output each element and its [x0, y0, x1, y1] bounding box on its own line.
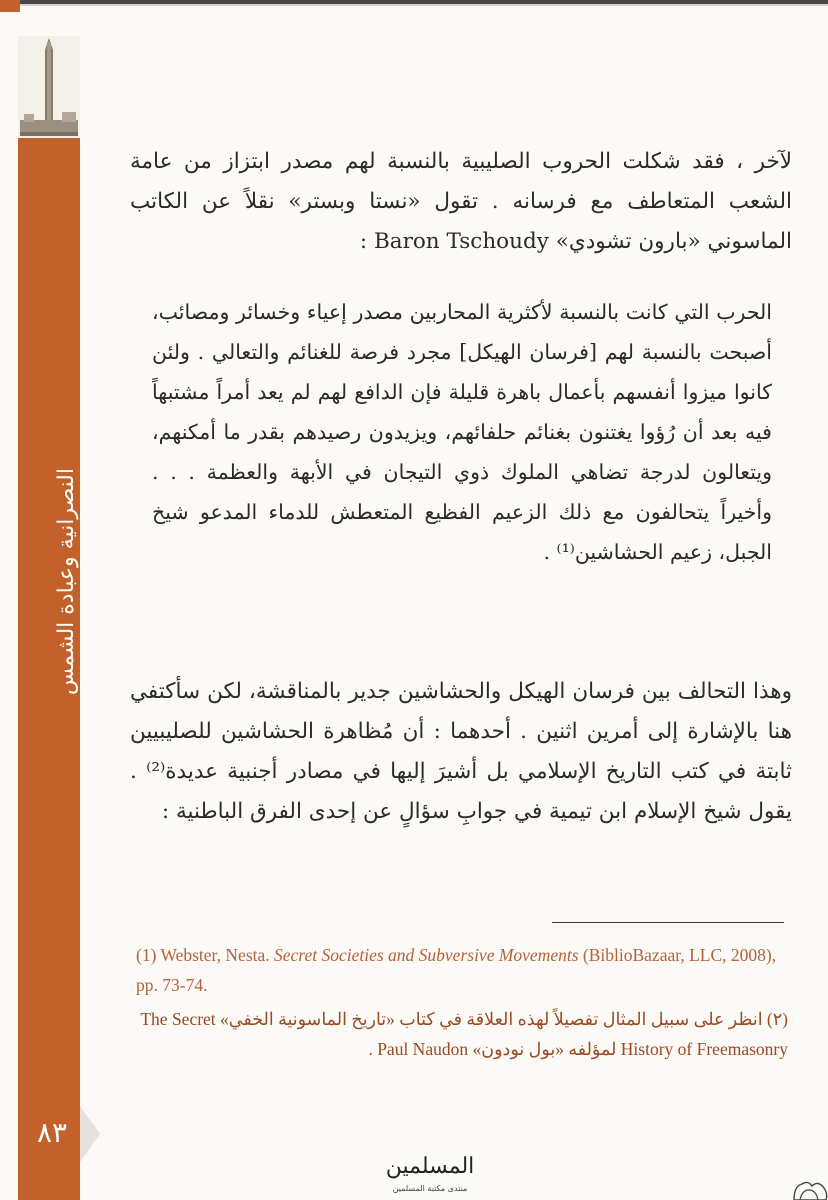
footnote-1-title: Secret Societies and Subversive Movements — [274, 945, 579, 965]
paragraph-hashashin: وهذا التحالف بين فرسان الهيكل والحشاشين جدير بالمناقشة، لكن سأكتفي هنا بالإشارة إلى أمرين اثنين . أحدهما : أن مُظاهرة الحشاشين للصليبيين ثابتة في كتب التاريخ الإسلامي بل أشيرَ إليها في مصادر أجنبية عديدة⁽²⁾ . يقول شيخ الإسلام ابن تيمية في جوابِ سؤالٍ عن إحدى الفرق الباطنية : — [130, 679, 792, 824]
top-border-dark — [20, 0, 828, 4]
footnote-1-suffix: (BiblioBazaar, LLC, 2008), pp. 73-74. — [136, 945, 777, 995]
footnote-1 — [136, 940, 788, 1000]
sidebar-image — [18, 36, 80, 138]
page-tab — [80, 1106, 100, 1162]
watermark-logo: المسلمين — [385, 1154, 475, 1179]
top-border-accent — [0, 0, 20, 12]
footnote-1-prefix: (1) Webster, Nesta. — [136, 945, 275, 965]
book-title: النصرانية وعبادة الشمس — [54, 468, 79, 695]
watermark-subtitle: منتدى مكتبة المسلمين — [392, 1184, 468, 1193]
paragraph-intro: لآخر ، فقد شكلت الحروب الصليبية بالنسبة لهم مصدر ابتزاز من عامة الشعب المتعاطف مع فرسانه . تقول «نستا وبستر» نقلاً عن الكاتب الماسوني «بارون تشودي» Baron Tschoudy : — [130, 149, 792, 254]
corner-ornament-icon — [790, 1178, 828, 1200]
page-number: ٨٣ — [36, 1116, 68, 1149]
sidebar-band — [18, 138, 80, 1200]
footnote-divider — [552, 922, 784, 923]
footnote-2: (٢) انظر على سبيل المثال تفصيلاً لهذه العلاقة في كتاب «تاريخ الماسونية الخفي» The Secret History of Freemasonry لمؤلفه «بول نودون» Paul Naudon . — [140, 1009, 788, 1059]
block-quote: الحرب التي كانت بالنسبة لأكثرية المحاربين مصدر إعياء وخسائر ومصائب، أصبحت بالنسبة لهم [فرسان الهيكل] مجرد فرصة للغنائم والتعالي . ولئن كانوا ميزوا أنفسهم بأعمال باهرة قليلة فإن الدافع لهم لم يعد أمراً مشتبهاً فيه بعد أن رُؤوا يغتنون بغنائم حلفائهم، ويزيدون رصيدهم بقدر ما أمكنهم، ويتعالون لدرجة تضاهي الملوك ذوي التيجان في الأبهة والعظمة . . . وأخيراً يتحالفون مع ذلك الزعيم الفظيع المتعطش للدماء المدعو شيخ الجبل، زعيم الحشاشين⁽¹⁾ . — [152, 300, 772, 564]
obelisk-icon — [18, 36, 80, 138]
